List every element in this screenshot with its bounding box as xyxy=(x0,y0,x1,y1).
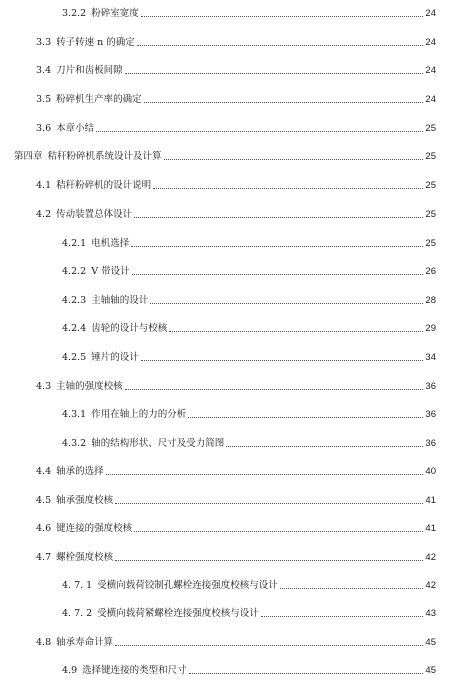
dot-leader xyxy=(164,159,424,160)
toc-entry-page: 29 xyxy=(425,323,436,334)
toc-entry-title: V 带设计 xyxy=(91,266,130,277)
toc-entry-number: 4.2.4 xyxy=(62,323,87,334)
toc-entry-title: 秸秆粉碎机的设计说明 xyxy=(56,180,152,191)
toc-entry xyxy=(62,436,436,450)
toc-entry xyxy=(36,464,436,478)
dot-leader xyxy=(115,503,423,504)
toc-entry xyxy=(36,521,436,535)
toc-entry-number: 4.3 xyxy=(36,381,52,392)
toc-entry xyxy=(62,606,436,620)
toc-entry xyxy=(14,149,436,163)
toc-entry-title: 受横向载荷紧螺栓连接强度校核与设计 xyxy=(97,608,259,619)
toc-entry-title: 本章小结 xyxy=(56,123,95,134)
toc-entry-page: 24 xyxy=(425,37,436,48)
toc-entry xyxy=(62,293,436,307)
dot-leader xyxy=(153,188,423,189)
toc-entry-title: 主轴的强度校核 xyxy=(56,381,123,392)
toc-entry-page: 28 xyxy=(425,295,436,306)
dot-leader xyxy=(96,131,423,132)
toc-entry-page: 36 xyxy=(425,409,436,420)
dot-leader xyxy=(125,389,424,390)
toc-entry-page: 26 xyxy=(425,266,436,277)
dot-leader xyxy=(261,616,424,617)
dot-leader xyxy=(226,446,423,447)
toc-entry-number: 4.8 xyxy=(36,637,52,648)
toc-entry xyxy=(36,92,436,106)
toc-entry-title: 电机选择 xyxy=(91,238,130,249)
toc-entry xyxy=(62,6,436,20)
dot-leader xyxy=(189,673,424,674)
toc-entry-number: 4.3.2 xyxy=(62,438,87,449)
toc-entry xyxy=(36,207,436,221)
toc-entry-number: 4. 7. 1 xyxy=(62,580,93,591)
toc-entry xyxy=(62,350,436,364)
toc-entry-title: 粉碎机生产率的确定 xyxy=(56,94,142,105)
dot-leader xyxy=(141,16,424,17)
toc-entry-number: 3.2.2 xyxy=(62,8,87,19)
toc-entry xyxy=(36,35,436,49)
toc-entry xyxy=(36,121,436,135)
toc-entry xyxy=(62,236,436,250)
dot-leader xyxy=(125,73,424,74)
dot-leader xyxy=(134,217,423,218)
toc-entry xyxy=(36,63,436,77)
toc-entry-page: 34 xyxy=(425,352,436,363)
toc-entry-title: 传动装置总体设计 xyxy=(56,209,133,220)
toc-entry-title: 受横向载荷铰制孔螺栓连接强度校核与设计 xyxy=(97,580,278,591)
toc-entry-number: 4.9 xyxy=(62,665,78,676)
toc-entry-number: 3.5 xyxy=(36,94,52,105)
toc-entry xyxy=(36,379,436,393)
toc-entry-number: 3.4 xyxy=(36,65,52,76)
toc-entry-number: 4.2.2 xyxy=(62,266,87,277)
toc-entry-page: 42 xyxy=(425,580,436,591)
dot-leader xyxy=(150,303,423,304)
toc-entry-number: 4.1 xyxy=(36,180,52,191)
toc-entry xyxy=(62,663,436,677)
toc-entry-page: 36 xyxy=(425,438,436,449)
toc-entry-page: 43 xyxy=(425,608,436,619)
toc-entry xyxy=(36,178,436,192)
toc-entry-page: 25 xyxy=(425,151,436,162)
dot-leader xyxy=(141,360,424,361)
toc-entry-number: 4.5 xyxy=(36,495,52,506)
toc-entry-title: 选择键连接的类型和尺寸 xyxy=(82,665,187,676)
toc-entry-title: 轴的结构形状、尺寸及受力简图 xyxy=(91,438,225,449)
toc-entry-number: 4.2.3 xyxy=(62,295,87,306)
toc-entry-title: 键连接的强度校核 xyxy=(56,523,133,534)
dot-leader xyxy=(137,45,424,46)
toc-entry-page: 45 xyxy=(425,665,436,676)
toc-entry-page: 41 xyxy=(425,495,436,506)
toc-entry-number: 4.4 xyxy=(36,466,52,477)
toc-entry-page: 25 xyxy=(425,238,436,249)
toc-entry-title: 齿轮的设计与校核 xyxy=(91,323,168,334)
toc-entry-page: 25 xyxy=(425,209,436,220)
toc-entry-page: 36 xyxy=(425,381,436,392)
toc-entry-number: 4.7 xyxy=(36,552,52,563)
toc-entry-number: 第四章 xyxy=(14,151,43,162)
toc-entry-page: 40 xyxy=(425,466,436,477)
toc-entry-title: 主轴轴的设计 xyxy=(91,295,149,306)
toc-entry xyxy=(36,493,436,507)
toc-entry-page: 24 xyxy=(425,8,436,19)
toc-entry-title: 锤片的设计 xyxy=(91,352,139,363)
dot-leader xyxy=(115,560,423,561)
toc-entry-page: 42 xyxy=(425,552,436,563)
toc-entry-page: 24 xyxy=(425,94,436,105)
toc-entry-number: 4.2 xyxy=(36,209,52,220)
toc-entry-page: 25 xyxy=(425,123,436,134)
toc-entry-page: 25 xyxy=(425,180,436,191)
toc-entry xyxy=(36,635,436,649)
toc-entry-number: 4.3.1 xyxy=(62,409,87,420)
dot-leader xyxy=(115,645,423,646)
toc-entry xyxy=(62,407,436,421)
toc-entry-page: 41 xyxy=(425,523,436,534)
toc-entry-number: 4.2.5 xyxy=(62,352,87,363)
toc-entry-page: 45 xyxy=(425,637,436,648)
dot-leader xyxy=(280,588,424,589)
dot-leader xyxy=(106,474,424,475)
toc-entry-title: 作用在轴上的力的分析 xyxy=(91,409,187,420)
toc-entry xyxy=(62,264,436,278)
toc-entry-title: 刀片和齿板间隙 xyxy=(56,65,123,76)
toc-entry-title: 粉碎室宽度 xyxy=(91,8,139,19)
dot-leader xyxy=(134,531,423,532)
toc-entry-title: 螺栓强度校核 xyxy=(56,552,114,563)
toc-entry-page: 24 xyxy=(425,65,436,76)
dot-leader xyxy=(144,102,424,103)
toc-entry-title: 轴承的选择 xyxy=(56,466,104,477)
toc-entry xyxy=(62,578,436,592)
dot-leader xyxy=(132,274,424,275)
toc-entry xyxy=(62,321,436,335)
toc-entry-title: 轴承寿命计算 xyxy=(56,637,114,648)
toc-entry-number: 3.6 xyxy=(36,123,52,134)
dot-leader xyxy=(188,417,423,418)
toc-entry-number: 4.2.1 xyxy=(62,238,87,249)
dot-leader xyxy=(131,246,423,247)
toc-entry-title: 轴承强度校核 xyxy=(56,495,114,506)
toc-entry-title: 转子转速 n 的确定 xyxy=(56,37,135,48)
toc-entry-number: 3.3 xyxy=(36,37,52,48)
dot-leader xyxy=(169,331,423,332)
toc-entry-number: 4.6 xyxy=(36,523,52,534)
toc-entry-title: 秸秆粉碎机系统设计及计算 xyxy=(47,151,162,162)
toc-entry-number: 4. 7. 2 xyxy=(62,608,93,619)
toc-entry xyxy=(36,550,436,564)
